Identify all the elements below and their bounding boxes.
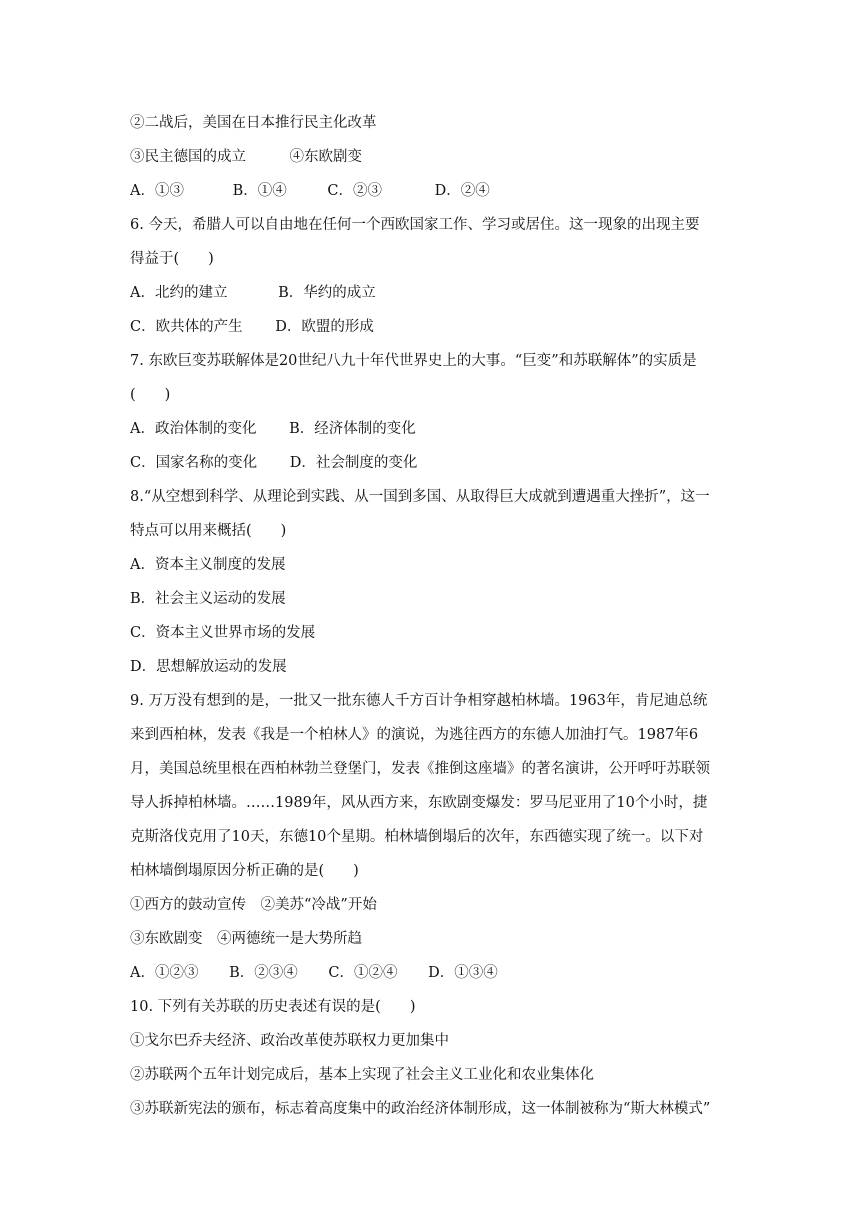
q9-options [130,956,735,990]
q9-option-a[interactable]: A．①②③ [130,965,199,981]
q10-stem: 10. 下列有关苏联的历史表述有误的是( ) [130,999,416,1015]
q8-option-c[interactable]: C．资本主义世界市场的发展 [130,625,316,641]
q5-option-d[interactable]: D．②④ [434,183,490,199]
q5-option-a[interactable]: A．①③ [130,183,184,199]
q6-options-row-2 [130,310,735,344]
q10-item-1: ①戈尔巴乔夫经济、政治改革使苏联权力更加集中 [130,1033,449,1049]
q6-option-d[interactable]: D．欧盟的形成 [275,319,374,335]
q7-options-row-1 [130,412,735,446]
q7-option-c[interactable]: C．国家名称的变化 [130,455,258,471]
q9-stem-line-3: 月，美国总统里根在西柏林勃兰登堡门，发表《推倒这座墙》的著名演讲，公开呼吁苏联领 [130,761,710,777]
q9-stem-line-2: 来到西柏林，发表《我是一个柏林人》的演说，为逃往西方的东德人加油打气。1987年6 [130,727,699,743]
q5-options [130,174,735,208]
q8-option-a[interactable]: A．资本主义制度的发展 [130,557,286,573]
q7-option-b[interactable]: B．经济体制的变化 [289,421,416,437]
q9-stem-line-6: 柏林墙倒塌原因分析正确的是( ) [130,863,359,879]
q10-item-2: ②苏联两个五年计划完成后，基本上实现了社会主义工业化和农业集体化 [130,1067,594,1083]
q5-item-2: ②二战后，美国在日本推行民主化改革 [130,115,377,131]
q6-stem-line-2: 得益于( ) [130,251,214,267]
q7-stem-line-1: 7. 东欧巨变苏联解体是20世纪八九十年代世界史上的大事。“巨变”和苏联解体”的实质是 [130,353,697,369]
q5-option-b[interactable]: B．①④ [232,183,287,199]
q7-stem-line-2: ( ) [130,387,171,403]
q5-option-c[interactable]: C．②③ [327,183,382,199]
q9-stem-line-1: 9. 万万没有想到的是，一批又一批东德人千方百计争相穿越柏林墙。1963年，肯尼迪总统 [130,693,708,709]
q6-options-row-1 [130,276,735,310]
exam-page [130,106,735,1126]
q9-option-b[interactable]: B．②③④ [229,965,298,981]
q8-option-d[interactable]: D．思想解放运动的发展 [130,659,287,675]
q8-stem-line-1: 8.“从空想到科学、从理论到实践、从一国到多国、从取得巨大成就到遭遇重大挫折”，这一 [130,489,710,505]
q6-stem-line-1: 6. 今天，希腊人可以自由地在任何一个西欧国家工作、学习或居住。这一现象的出现主要 [130,217,700,233]
q6-option-b[interactable]: B．华约的成立 [278,285,376,301]
q7-options-row-2 [130,446,735,480]
q9-items-line-2: ③东欧剧变 ④两德统一是大势所趋 [130,931,362,947]
q9-items-line-1: ①西方的鼓动宣传 ②美苏“冷战”开始 [130,897,377,913]
q9-option-c[interactable]: C．①②④ [328,965,398,981]
q9-stem-line-5: 克斯洛伐克用了10天，东德10个星期。柏林墙倒塌后的次年，东西德实现了统一。以下对 [130,829,704,845]
q8-stem-line-2: 特点可以用来概括( ) [130,523,287,539]
q5-items-3-4: ③民主德国的成立 ④东欧剧变 [130,149,362,165]
q10-item-3: ③苏联新宪法的颁布，标志着高度集中的政治经济体制形成，这一体制被称为“斯大林模式” [130,1101,711,1117]
q7-option-a[interactable]: A．政治体制的变化 [130,421,257,437]
q8-option-b[interactable]: B．社会主义运动的发展 [130,591,286,607]
q9-option-d[interactable]: D．①③④ [428,965,498,981]
q6-option-c[interactable]: C．欧共体的产生 [130,319,243,335]
q6-option-a[interactable]: A．北约的建立 [130,285,228,301]
q9-stem-line-4: 导人拆掉柏林墙。……1989年，风从西方来，东欧剧变爆发：罗马尼亚用了10个小时，捷 [130,795,708,811]
q7-option-d[interactable]: D．社会制度的变化 [289,455,418,471]
